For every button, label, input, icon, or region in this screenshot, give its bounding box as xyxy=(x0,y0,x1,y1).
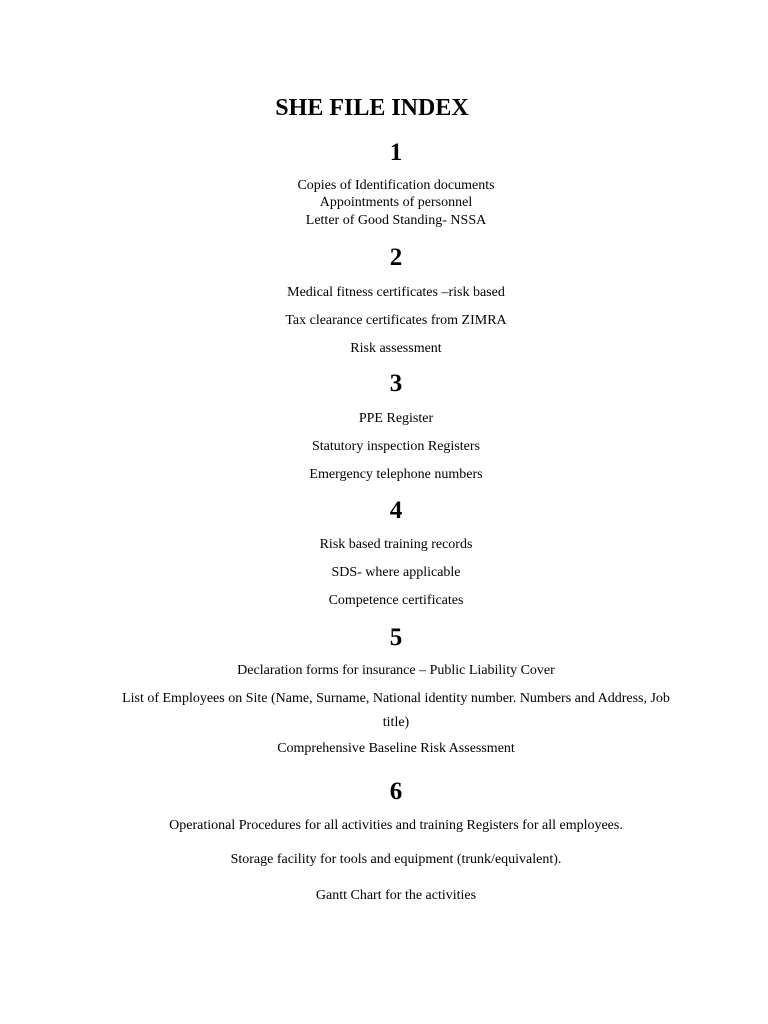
list-item: Storage facility for tools and equipment (trunk/equivalent). xyxy=(230,852,562,867)
list-item: Tax clearance certificates from ZIMRA xyxy=(285,313,507,328)
list-item: SDS- where applicable xyxy=(331,565,461,580)
section-number-6: 6 xyxy=(389,778,403,805)
list-item: Competence certificates xyxy=(328,593,464,608)
list-item: Copies of Identification documents xyxy=(297,178,495,193)
section-number-5: 5 xyxy=(389,624,403,651)
list-item: Emergency telephone numbers xyxy=(309,467,483,482)
section-number-2: 2 xyxy=(389,244,403,271)
list-item: Letter of Good Standing- NSSA xyxy=(305,213,487,228)
list-item: List of Employees on Site (Name, Surname, National identity number. Numbers and Address, Job xyxy=(122,691,670,706)
page-title: SHE FILE INDEX xyxy=(275,95,469,121)
section-number-1: 1 xyxy=(389,139,403,166)
list-item: Declaration forms for insurance – Public Liability Cover xyxy=(237,663,555,678)
list-item: Risk assessment xyxy=(350,341,442,356)
list-item: Gantt Chart for the activities xyxy=(315,888,477,903)
section-number-3: 3 xyxy=(389,370,403,397)
list-item: PPE Register xyxy=(358,411,434,426)
list-item: Comprehensive Baseline Risk Assessment xyxy=(277,741,515,756)
list-item: Statutory inspection Registers xyxy=(312,439,480,454)
list-item: Risk based training records xyxy=(319,537,473,552)
list-item: title) xyxy=(382,715,410,730)
section-number-4: 4 xyxy=(389,497,403,524)
list-item: Operational Procedures for all activities and training Registers for all employees. xyxy=(169,818,623,833)
list-item: Appointments of personnel xyxy=(319,195,473,210)
list-item: Medical fitness certificates –risk based xyxy=(287,285,505,300)
